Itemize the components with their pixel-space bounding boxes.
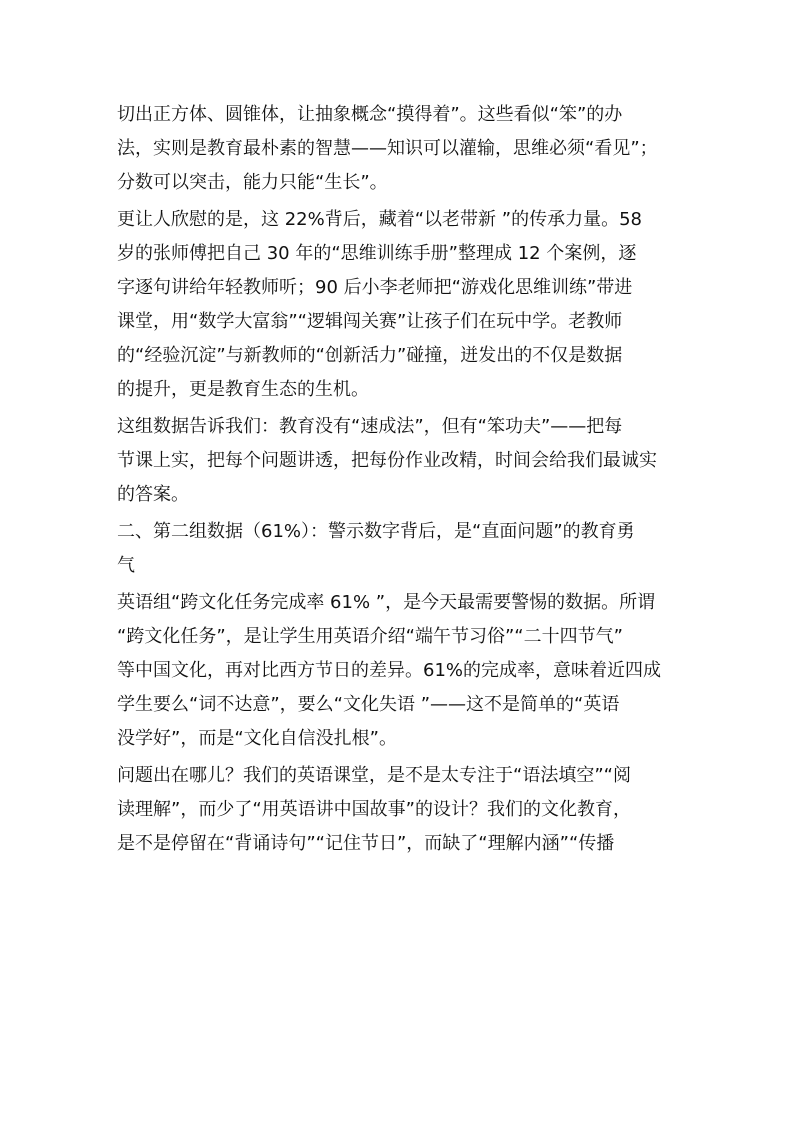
text-line: 更让人欣慰的是，这 22%背后，藏着“以老带新 ”的传承力量。58 [117, 209, 643, 230]
text-line: 切出正方体、圆锥体，让抽象概念“摸得着”。这些看似“笨”的办 [117, 104, 623, 125]
text-line: 课堂，用“数学大富翁”“逻辑闯关赛”让孩子们在玩中学。老教师 [117, 311, 623, 332]
text-line: 是不是停留在“背诵诗句”“记住节日”，而缺了“理解内涵”“传播 [117, 833, 615, 854]
text-line: 学生要么“词不达意”，要么“文化失语 ”——这不是简单的“英语 [117, 694, 620, 715]
text-line: 英语组“跨文化任务完成率 61% ”，是今天最需要警惕的数据。所谓 [117, 592, 656, 613]
text-line: “跨文化任务”，是让学生用英语介绍“端午节习俗”“二十四节气” [117, 626, 623, 647]
text-line: 没学好”，而是“文化自信没扎根”。 [117, 728, 397, 749]
text-line: 这组数据告诉我们：教育没有“速成法”，但有“笨功夫”——把每 [117, 416, 623, 437]
text-line: 节课上实，把每个问题讲透，把每份作业改精，时间会给我们最诚实 [117, 450, 657, 471]
section-heading-line: 气 [117, 555, 135, 576]
text-line: 法，实则是教育最朴素的智慧——知识可以灌输，思维必须“看见”； [117, 138, 658, 159]
section-heading-line: 二、第二组数据（61%）：警示数字背后，是“直面问题”的教育勇 [117, 521, 635, 542]
document-body [117, 98, 677, 861]
text-line: 问题出在哪儿？我们的英语课堂，是不是太专注于“语法填空”“阅 [117, 765, 631, 786]
text-line: 等中国文化，再对比西方节日的差异。61%的完成率，意味着近四成 [117, 660, 662, 681]
text-line: 岁的张师傅把自己 30 年的“思维训练手册”整理成 12 个案例，逐 [117, 243, 637, 264]
text-line: 字逐句讲给年轻教师听；90 后小李老师把“游戏化思维训练”带进 [117, 277, 633, 298]
text-line: 读理解”，而少了“用英语讲中国故事”的设计？我们的文化教育， [117, 799, 631, 820]
text-line: 分数可以突击，能力只能“生长”。 [117, 172, 388, 193]
text-line: 的答案。 [117, 484, 189, 505]
text-line: 的提升，更是教育生态的生机。 [117, 379, 369, 400]
text-line: 的“经验沉淀”与新教师的“创新活力”碰撞，迸发出的不仅是数据 [117, 345, 623, 366]
